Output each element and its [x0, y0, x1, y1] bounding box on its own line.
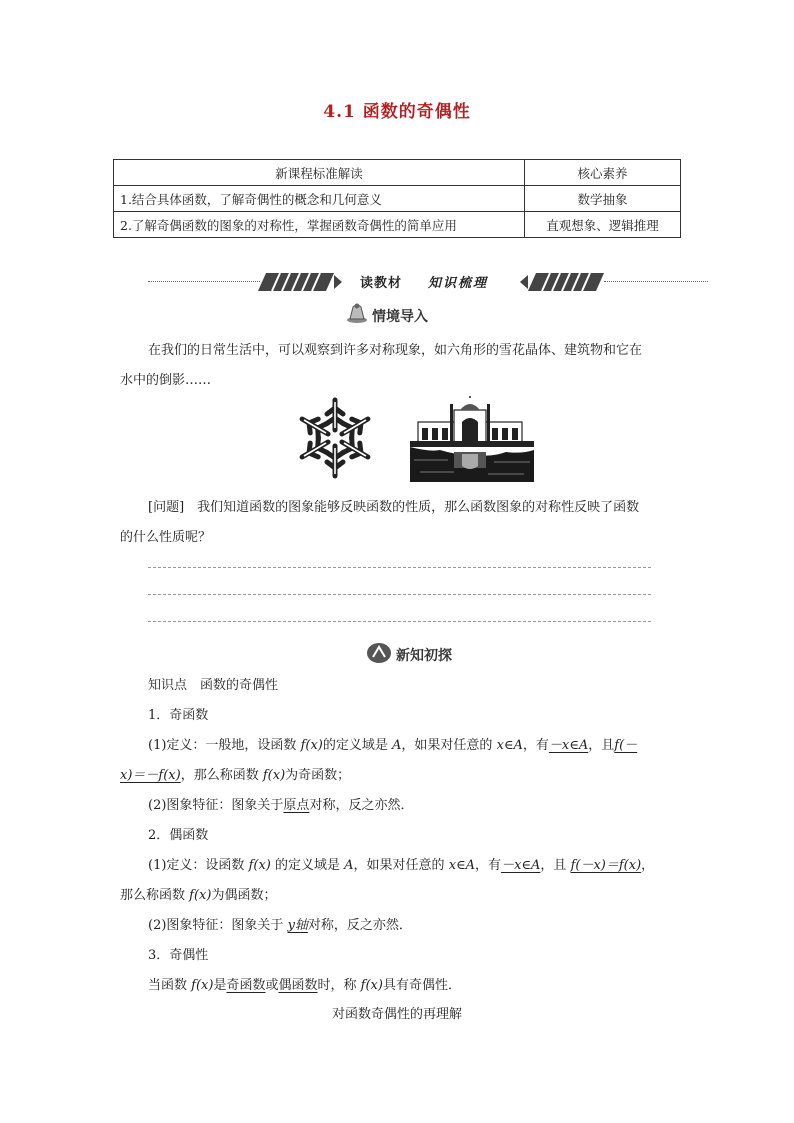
odd-function-definition: (1)定义：一般地，设函数 f(x)的定义域是 A，如果对任意的 x∈A，有－x∈A，且f(－	[148, 738, 638, 753]
question-text-line: [问题] 我们知道函数的图象能够反映函数的性质，那么函数图象的对称性反映了函数	[148, 500, 640, 515]
odd-function-feature: (2)图象特征：图象关于原点对称，反之亦然．	[148, 798, 414, 813]
table-cell: 数学抽象	[525, 186, 681, 212]
new-knowledge-heading: 新知初探	[396, 648, 452, 664]
even-function-definition-cont: 那么称函数 f(x)为偶函数；	[120, 888, 277, 903]
blank-answer: 偶函数	[278, 978, 318, 993]
knowledge-body	[120, 671, 685, 1001]
blank-answer: －x∈A	[548, 738, 589, 753]
scene-question	[120, 493, 680, 553]
scene-paragraph	[120, 336, 680, 396]
scene-lamp-icon	[345, 301, 369, 325]
table-row	[114, 212, 681, 238]
parity-title: 3．奇偶性	[148, 948, 209, 963]
blank-answer: y轴	[287, 918, 308, 933]
blank-answer: 奇函数	[226, 978, 266, 993]
page-title: 4.1 函数的奇偶性	[323, 102, 471, 122]
table-cell: 2.了解奇偶函数的图象的对称性，掌握函数奇偶性的简单应用	[114, 212, 525, 238]
blank-answer: x)＝－f(x)	[120, 768, 181, 783]
knowledge-point-title: 知识点 函数的奇偶性	[148, 678, 279, 693]
banner-divider-right	[604, 281, 708, 282]
building-reflection-icon	[410, 396, 534, 484]
banner-stripes-right-icon	[520, 273, 604, 291]
section-banner	[148, 270, 708, 294]
blank-answer: 原点	[283, 798, 310, 813]
parity-definition: 当函数 f(x)是奇函数或偶函数时，称 f(x)具有奇偶性．	[148, 978, 461, 993]
even-function-feature: (2)图象特征：图象关于 y轴对称，反之亦然．	[148, 918, 412, 933]
banner-label-left: 读教材	[360, 276, 403, 291]
table-row	[114, 186, 681, 212]
question-text-line: 的什么性质呢？	[120, 530, 212, 545]
table-header-cell: 新课程标准解读	[114, 160, 525, 186]
snowflake-icon	[290, 396, 380, 480]
banner-divider-left	[148, 281, 260, 282]
scene-text-line: 水中的倒影……	[120, 373, 212, 388]
blank-answer: f(－x)＝f(x)	[570, 858, 642, 873]
even-function-definition: (1)定义：设函数 f(x) 的定义域是 A，如果对任意的 x∈A，有－x∈A，且 f(－x)＝f(x)，	[148, 858, 655, 873]
answer-line[interactable]	[148, 567, 651, 568]
blank-answer: f(－	[614, 738, 638, 753]
odd-function-title: 1．奇函数	[148, 708, 209, 723]
standards-table	[113, 159, 681, 238]
banner-label-right: 知识梳理	[428, 276, 489, 291]
even-function-title: 2．偶函数	[148, 828, 209, 843]
odd-function-definition-cont: x)＝－f(x)，那么称函数 f(x)为奇函数；	[120, 768, 351, 783]
table-header-cell: 核心素养	[525, 160, 681, 186]
table-cell: 1.结合具体函数，了解奇偶性的概念和几何意义	[114, 186, 525, 212]
blank-answer: －x∈A	[501, 858, 541, 873]
scene-text-line: 在我们的日常生活中，可以观察到许多对称现象，如六角形的雪花晶体、建筑物和它在	[148, 343, 643, 358]
answer-line[interactable]	[148, 621, 651, 622]
banner-stripes-left-icon	[258, 273, 342, 291]
scene-heading: 情境导入	[372, 309, 428, 325]
table-header-row	[114, 160, 681, 186]
section-heading-reunderstanding: 对函数奇偶性的再理解	[331, 1007, 462, 1022]
table-cell: 直观想象、逻辑推理	[525, 212, 681, 238]
new-knowledge-badge-icon	[366, 642, 392, 664]
answer-line[interactable]	[148, 594, 651, 595]
